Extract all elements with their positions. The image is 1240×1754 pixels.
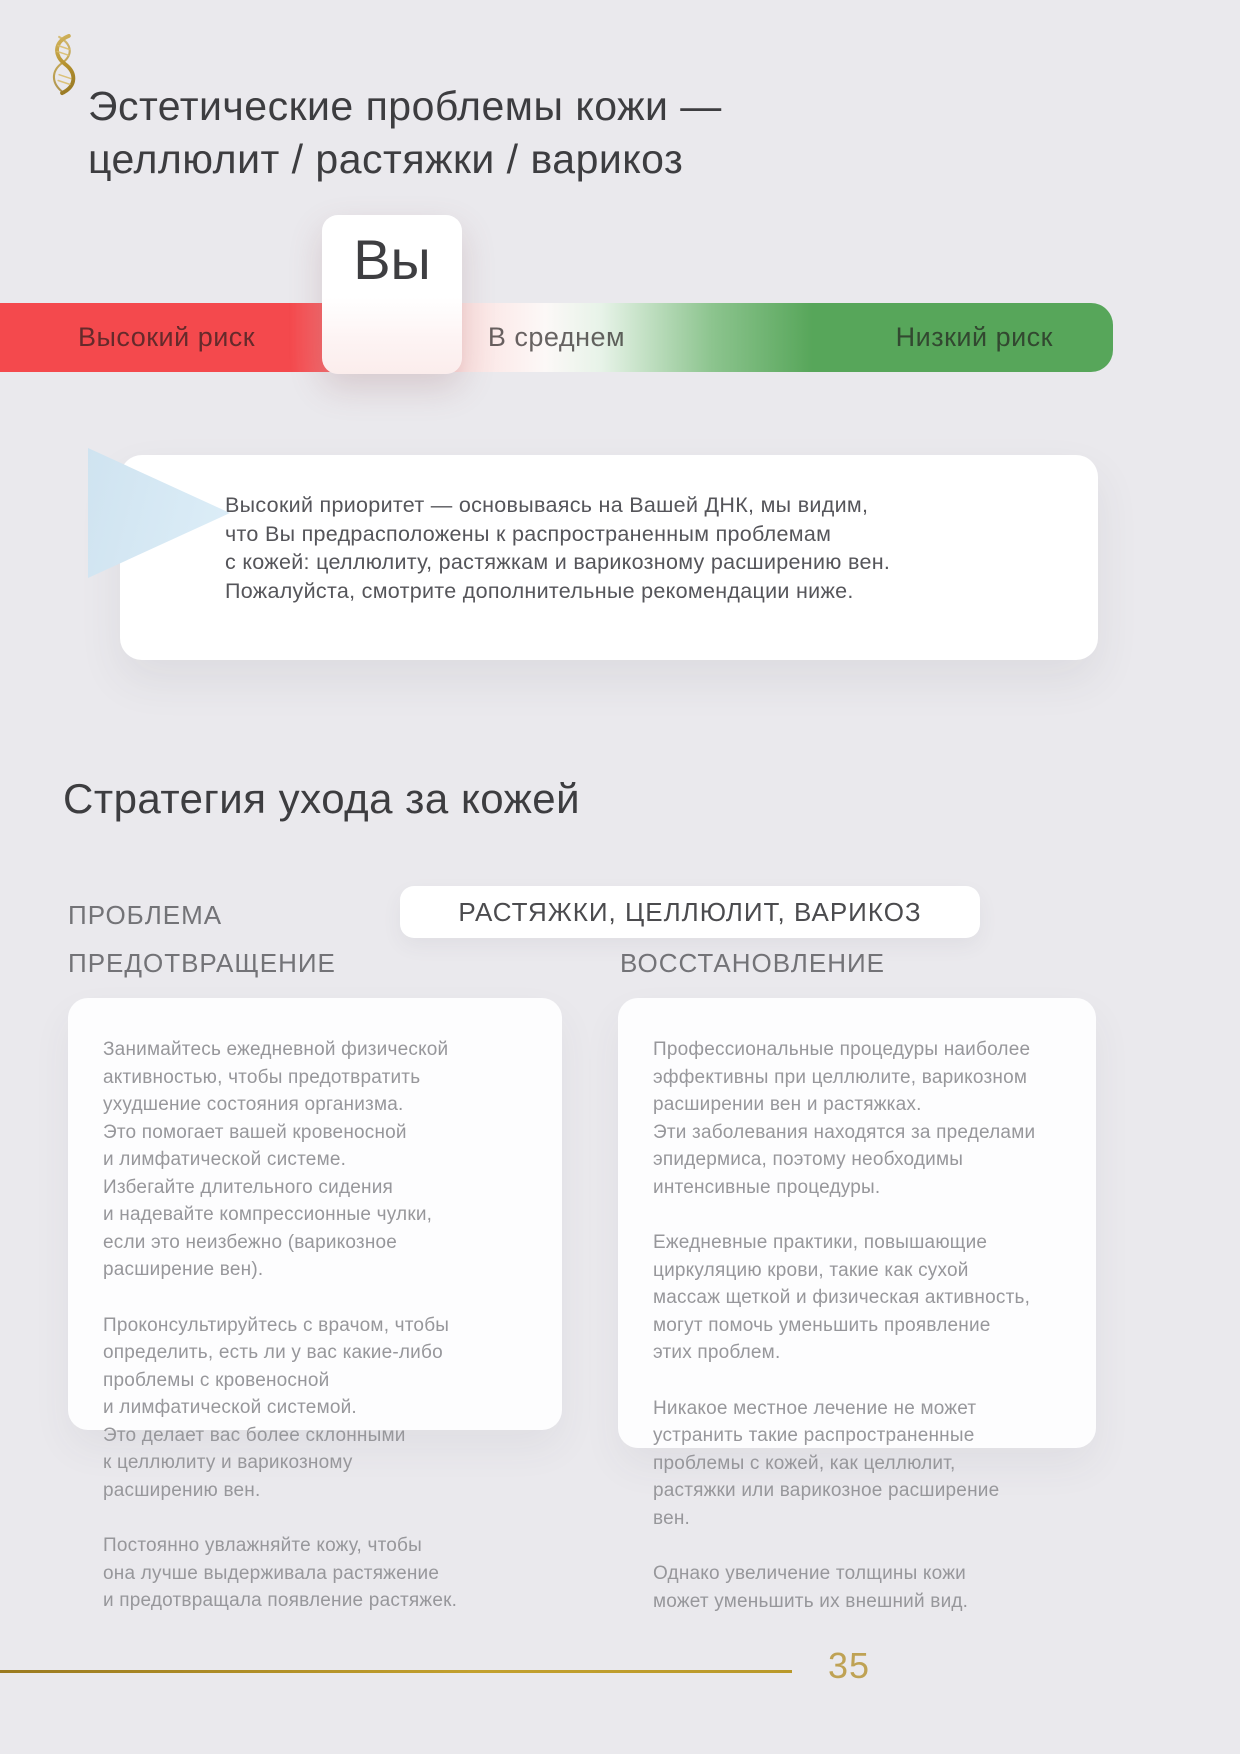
page-title: Эстетические проблемы кожи — целлюлит / растяжки / варикоз <box>88 83 722 182</box>
risk-label-average: В среднем <box>487 322 626 352</box>
risk-scale-bar <box>0 303 1113 372</box>
recovery-paragraph: Ежедневные практики, повышающие циркуляцию крови, такие как сухой массаж щеткой и физическая активность, могут помочь уменьшить проявление этих проблем. <box>653 1232 1031 1363</box>
priority-callout-card <box>120 455 1098 660</box>
prevention-header: ПРЕДОТВРАЩЕНИЕ <box>68 948 336 978</box>
prevention-paragraph: Проконсультируйтесь с врачом, чтобы определить, есть ли у вас какие-либо проблемы с кровеносной и лимфатической системой. Это делает вас более склонными к целлюлиту и варикозному расширению вен. <box>103 1314 450 1501</box>
page-number: 35 <box>828 1645 871 1686</box>
priority-callout-text: Высокий приоритет — основываясь на Вашей ДНК, мы видим, что Вы предрасположены к распространенным проблемам с кожей: целлюлиту, растяжкам и варикозному расширению вен. Пожалуйста, смотрите дополнительные рекомендации ниже. <box>225 493 891 603</box>
problem-label: ПРОБЛЕМА <box>68 900 223 930</box>
recovery-header: ВОССТАНОВЛЕНИЕ <box>620 948 886 978</box>
dna-logo-icon <box>46 34 82 96</box>
recovery-paragraph: Профессиональные процедуры наиболее эффективны при целлюлите, варикозном расширении вен и растяжках. Эти заболевания находятся за пределами эпидермиса, поэтому необходимы интенсивные процедуры. <box>653 1039 1036 1198</box>
you-position-marker <box>322 215 462 374</box>
problem-value-badge: РАСТЯЖКИ, ЦЕЛЛЮЛИТ, ВАРИКОЗ <box>400 886 980 938</box>
risk-label-low: Низкий риск <box>895 322 1053 352</box>
section-title: Стратегия ухода за кожей <box>63 775 581 822</box>
prevention-paragraph: Занимайтесь ежедневной физической активностью, чтобы предотвратить ухудшение состояния организма. Это помогает вашей кровеносной и лимфатической системе. Избегайте длительного сидения и надевайте компрессионные чулки, если это неизбежно (варикозное расширение вен). <box>103 1039 449 1280</box>
you-marker-label: Вы <box>353 228 431 291</box>
footer-divider <box>0 1670 792 1673</box>
recovery-card <box>618 998 1096 1612</box>
prevention-paragraph: Постоянно увлажняйте кожу, чтобы она лучше выдерживала растяжение и предотвращала появление растяжек. <box>103 1535 458 1611</box>
prevention-card <box>68 998 562 1611</box>
risk-label-high: Высокий риск <box>78 322 256 352</box>
recovery-paragraph: Однако увеличение толщины кожи может уменьшить их внешний вид. <box>653 1563 969 1612</box>
recovery-paragraph: Никакое местное лечение не может устранить такие распространенные проблемы с кожей, как целлюлит, растяжки или варикозное расширение вен. <box>653 1397 1000 1529</box>
